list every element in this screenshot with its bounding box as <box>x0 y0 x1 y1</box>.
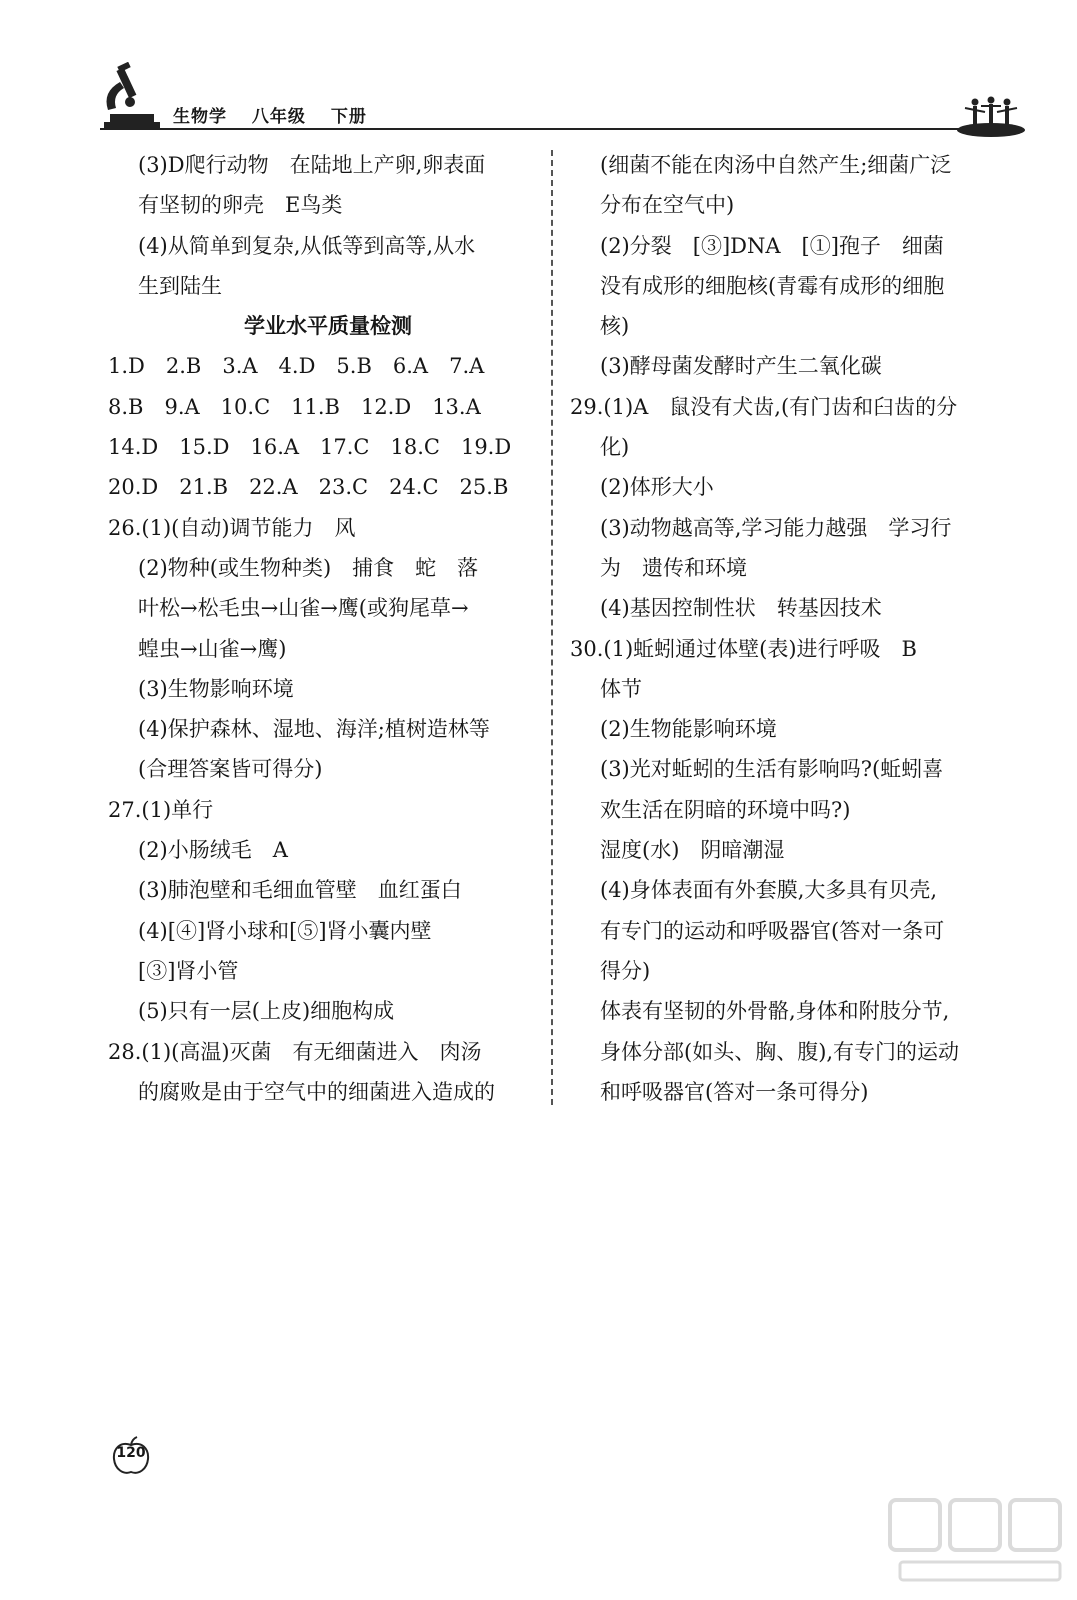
left-answer-line: (2)小肠绒毛 A <box>138 838 288 863</box>
right-answer-line: 29.(1)A 鼠没有犬齿,(有门齿和臼齿的分 <box>570 394 958 419</box>
left-answer-line: (2)物种(或生物种类) 捕食 蛇 落 <box>138 555 479 580</box>
right-answer-line: 有专门的运动和呼吸器官(答对一条可 <box>600 918 945 943</box>
right-answer-line: 没有成形的细胞核(青霉有成形的细胞 <box>600 273 945 298</box>
header-rule <box>100 128 960 130</box>
right-answer-line: 和呼吸器官(答对一条可得分) <box>600 1079 869 1104</box>
right-answer-line: (3)酵母菌发酵时产生二氧化碳 <box>600 354 882 379</box>
left-answer-line: (3)D爬行动物 在陆地上产卵,卵表面 <box>138 153 486 177</box>
left-answer-line: 的腐败是由于空气中的细菌进入造成的 <box>138 1079 495 1104</box>
right-answer-line: 得分) <box>600 958 651 983</box>
right-answer-line: (2)生物能影响环境 <box>600 717 777 742</box>
right-answer-line: 核) <box>600 314 630 339</box>
right-answer-line: 体节 <box>600 676 642 701</box>
left-answer-line: (合理答案皆可得分) <box>138 757 323 782</box>
right-answer-line: 欢生活在阴暗的环境中吗?) <box>600 797 851 822</box>
right-answer-line: (2)分裂 [③]DNA [①]孢子 细菌 <box>600 233 944 258</box>
left-answer-line: (5)只有一层(上皮)细胞构成 <box>138 999 395 1024</box>
right-column <box>570 145 1010 1112</box>
left-answer-line: [③]肾小管 <box>138 958 239 983</box>
page-number-badge <box>110 1435 152 1477</box>
right-answer-line: (4)基因控制性状 转基因技术 <box>600 596 882 621</box>
right-answer-line: (细菌不能在肉汤中自然产生;细菌广泛 <box>600 153 952 177</box>
left-answer-line: 有坚韧的卵壳 E鸟类 <box>138 193 343 218</box>
left-answer-line: 蝗虫→山雀→鹰) <box>138 636 287 661</box>
section-heading: 学业水平质量检测 <box>244 314 412 339</box>
right-answer-line: 身体分部(如头、胸、腹),有专门的运动 <box>600 1039 960 1064</box>
left-answer-line: 20.D 21.B 22.A 23.C 24.C 25.B <box>108 475 509 500</box>
left-answer-line: 27.(1)单行 <box>108 797 214 822</box>
left-answer-line: 叶松→松毛虫→山雀→鹰(或狗尾草→ <box>138 596 469 621</box>
watermark-logo <box>880 1490 1070 1590</box>
left-answer-line: 28.(1)(高温)灭菌 有无细菌进入 肉汤 <box>108 1039 482 1064</box>
page-number: 120 <box>116 1445 146 1461</box>
left-answer-line: 8.B 9.A 10.C 11.B 12.D 13.A <box>108 394 481 419</box>
left-answer-line: (4)从简单到复杂,从低等到高等,从水 <box>138 233 476 258</box>
grade-label: 八年级 <box>251 107 306 127</box>
left-answer-line: 生到陆生 <box>138 273 222 298</box>
right-answer-line: (3)动物越高等,学习能力越强 学习行 <box>600 515 952 540</box>
right-answer-line: 湿度(水) 阴暗潮湿 <box>600 838 785 863</box>
left-answer-line: (4)保护森林、湿地、海洋;植树造林等 <box>138 717 490 742</box>
left-answer-line: 14.D 15.D 16.A 17.C 18.C 19.D <box>108 435 512 460</box>
right-answer-line: (4)身体表面有外套膜,大多具有贝壳, <box>600 878 938 903</box>
left-answer-line: 1.D 2.B 3.A 4.D 5.B 6.A 7.A <box>108 354 485 379</box>
subject-label: 生物学 <box>173 107 227 127</box>
right-answer-line: (3)光对蚯蚓的生活有影响吗?(蚯蚓喜 <box>600 757 944 782</box>
right-answer-line: (2)体形大小 <box>600 475 714 500</box>
right-answer-line: 30.(1)蚯蚓通过体壁(表)进行呼吸 B <box>570 636 917 661</box>
right-answer-line: 为 遗传和环境 <box>600 555 747 580</box>
right-answer-line: 化) <box>600 435 630 460</box>
book-title <box>173 102 385 127</box>
right-answer-line: 分布在空气中) <box>600 193 735 218</box>
figures-decoration-icon <box>955 94 1027 138</box>
microscope-icon <box>100 62 160 132</box>
left-answer-line: 26.(1)(自动)调节能力 风 <box>108 515 356 540</box>
left-column <box>108 145 548 1112</box>
page-header <box>0 0 1077 140</box>
left-answer-line: (4)[④]肾小球和[⑤]肾小囊内壁 <box>138 918 432 943</box>
left-answer-line: (3)生物影响环境 <box>138 676 294 701</box>
right-answer-line: 体表有坚韧的外骨骼,身体和附肢分节, <box>600 999 950 1024</box>
column-divider <box>551 150 553 1105</box>
volume-label: 下册 <box>330 107 367 127</box>
left-answer-line: (3)肺泡壁和毛细血管壁 血红蛋白 <box>138 878 462 903</box>
